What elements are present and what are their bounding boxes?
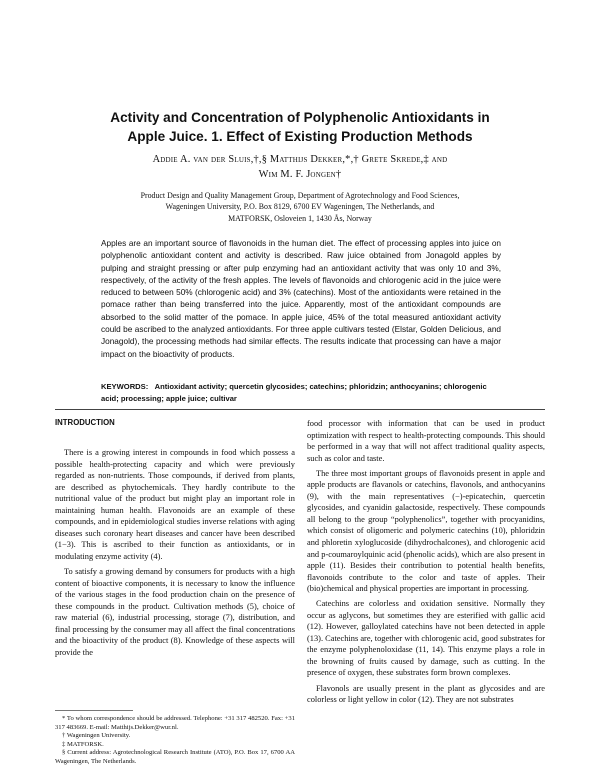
left-paragraph-2: To satisfy a growing demand by consumers for products with a high content of bioactive components, it is necessary to know the influence of the various stages in the food production chain on the presence of these compounds in the product. Cultivation methods (5), choice of raw material (6), industrial processing, storage (7), distribution, and final processing by the consumer may all affect the final concentrations and the bioactivity of the product (8). Knowledge of these aspects will provide the	[55, 566, 295, 657]
paper-title	[0, 108, 600, 146]
affiliation-line-2: Wageningen University, P.O. Box 8129, 6700 EV Wageningen, The Netherlands, and	[165, 202, 435, 212]
authors-line-2: Wim M. F. Jongen†	[258, 169, 342, 180]
right-paragraph-3: Catechins are colorless and oxidation sensitive. Normally they occur as aglycons, but sometimes they are esterified with gallic acid (12). However, galloylated catechins have not been detected in apple (13). Catechins are, together with chlorogenic acid, good substrates for the enzyme polyphenoloxidase (11, 14). This enzyme plays a role in the browning of fruits caused by damage, such as cutting. In the presence of oxygen, these substrates form brown complexes.	[307, 599, 545, 678]
introduction-heading: INTRODUCTION	[55, 418, 115, 427]
right-paragraph-2: The three most important groups of flavonoids present in apple and apple products are flavanols or catechins, flavonols, and anthocyanins (9), with the main representatives (−)-epicatechin, quercetin glycosides, and cyanidin galactoside, respectively. These compounds all belong to the group “polyphenolics”, together with procyanidins, which consist of oligomeric and polymeric catechins (10), phloridzin and phloretin xyloglucoside (dihydrochalcones), and chlorogenic acid and p-coumaroylquinic acid (phenolic acids), which are also present in apple (11). Besides their contribution to potential health benefits, flavonoids contribute to the color and taste of apples. Their (bio)chemical and physical properties are important in processing.	[307, 468, 545, 594]
author-list	[0, 152, 600, 182]
section-divider	[55, 409, 545, 410]
right-paragraph-4: Flavonols are usually present in the plant as glycosides and are colorless or light yellow in color (12). They are not substrates	[307, 683, 545, 705]
affiliation	[0, 190, 600, 224]
left-column	[55, 418, 295, 662]
keywords-list: Antioxidant activity; quercetin glycosides; catechins; phloridzin; anthocyanins; chlorogenic acid; processing; apple juice; cultivar	[101, 382, 487, 403]
footnote-divider	[55, 710, 133, 711]
footnote-correspondence: * To whom correspondence should be addressed. Telephone: +31 317 482520. Fax: +31 317 483669. E-mail: Matthijs.Dekker@wur.nl.	[55, 715, 295, 731]
footnotes	[55, 715, 295, 767]
abstract: Apples are an important source of flavonoids in the human diet. The effect of processing apples into juice on polyphenolic antioxidant content and activity is described. Raw juice obtained from Jonagold apples by pulping and straight pressing or after pulp enzyming had an antioxidant activity that was only 10 and 3%, respectively, of the activity of the fresh apples. The levels of flavonoids and chlorogenic acid in the juice were reduced to between 50% (chlorogenic acid) and 3% (catechins). Most of the antioxidants were retained in the pomace rather than being transferred into the juice. Apparently, most of the antioxidant compounds are absorbed to the solid matter of the pomace. In apple juice, 45% of the total measured antioxidant activity could be ascribed to the analyzed antioxidants. For three apple cultivars tested (Elstar, Golden Delicious, and Jonagold), the processing methods had similar effects. The results indicate that processing can have a major impact on the bioactivity of products.	[101, 239, 501, 359]
keywords	[101, 381, 501, 405]
title-line-1: Activity and Concentration of Polyphenolic Antioxidants in	[110, 110, 490, 125]
left-paragraph-1: There is a growing interest in compounds in food which possess a possible health-protecting capacity and which were previously regarded as non-nutrients. Those compounds, if derived from plants, are described as phytochemicals. They hardly contribute to the nutritional value of the product but might play an important role in maintaining human health. Flavonoids are an example of these compounds, and in epidemiological studies inverse relations with aging diseases such coronary heart diseases and cancer have been described (1−3). This is ascribed to their function as antioxidants, or in modulating enzyme activity (4).	[55, 448, 295, 561]
footnote-matforsk: ‡ MATFORSK.	[62, 740, 104, 748]
right-paragraph-1: food processor with information that can be used in product optimization with respect to health-protecting compounds. This should be performed in a way that will not affect traditional quality aspects, such as color and taste.	[307, 419, 545, 463]
affiliation-line-1: Product Design and Quality Management Group, Department of Agrotechnology and Food Sciences,	[140, 191, 460, 200]
title-line-2: Apple Juice. 1. Effect of Existing Production Methods	[127, 129, 473, 144]
affiliation-line-3: MATFORSK, Osloveien 1, 1430 Ås, Norway	[228, 213, 372, 223]
right-column	[307, 418, 545, 709]
footnote-wageningen: † Wageningen University.	[62, 732, 131, 740]
authors-line-1: Addie A. van der Sluis,†,§ Matthijs Dekker,*,† Grete Skrede,‡ and	[152, 154, 448, 165]
footnote-current-address: § Current address: Agrotechnological Research Institute (ATO), P.O. Box 17, 6700 AA Wageningen, The Netherlands.	[55, 749, 295, 765]
keywords-label: KEYWORDS:	[101, 382, 149, 391]
